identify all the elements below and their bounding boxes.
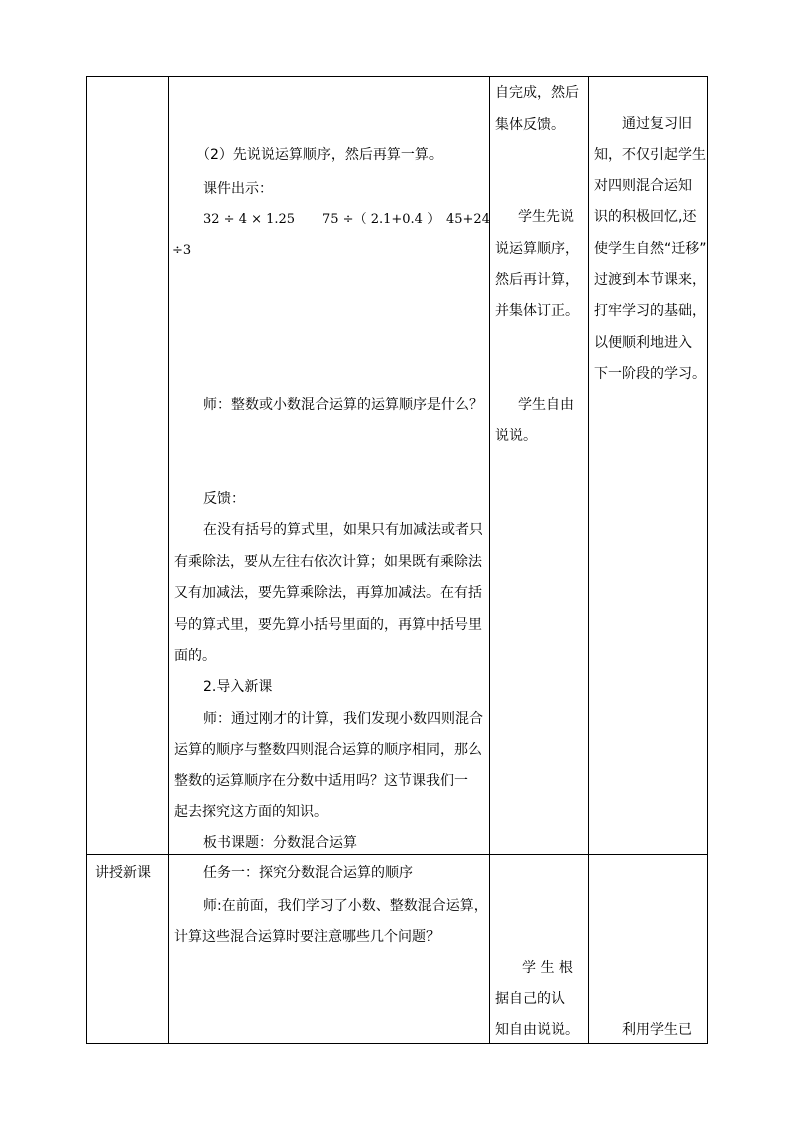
student-activity-mid-4: 并集体订正。 xyxy=(495,303,579,319)
student-activity-top-1: 自完成，然后 xyxy=(495,85,579,101)
table-col-divider-1 xyxy=(168,76,169,1044)
feedback-line-5: 面的。 xyxy=(174,648,216,664)
design-intent-line-8: 以便顺利地进入 xyxy=(594,335,692,351)
design-intent-line-2: 知，不仅引起学生 xyxy=(594,147,706,163)
courseware-label: 课件出示： xyxy=(203,181,273,197)
student-activity-top-2: 集体反馈。 xyxy=(495,117,565,133)
table-right-border xyxy=(707,76,708,1044)
design-intent-line-4: 识的积极回忆,还 xyxy=(594,209,697,225)
design-intent-line-7: 打牢学习的基础， xyxy=(594,303,706,319)
expression-3-part2: ÷3 xyxy=(172,243,192,258)
student-activity-bottom-1: 学 生 根 xyxy=(522,960,573,976)
teacher-question: 师：整数或小数混合运算的运算顺序是什么？ xyxy=(203,397,483,413)
board-title: 板书课题：分数混合运算 xyxy=(203,835,357,851)
table-left-border xyxy=(86,76,87,1044)
table-col-divider-3 xyxy=(588,76,589,1044)
new-lesson-label: 2.导入新课 xyxy=(203,679,273,695)
feedback-line-4: 号的算式里，要先算小括号里面的，再算中括号里 xyxy=(174,617,482,633)
feedback-line-3: 又有加减法，要先算乘除法，再算加减法。在有括 xyxy=(174,585,482,601)
table-bottom-border xyxy=(86,1043,708,1044)
design-intent-line-6: 过渡到本节课来， xyxy=(594,272,706,288)
expression-1: 32 ÷ 4 × 1.25 xyxy=(203,212,296,227)
design-intent-line-5: 使学生自然“迁移” xyxy=(594,241,707,257)
feedback-line-2: 有乘除法，要从左往右依次计算；如果既有乘除法 xyxy=(174,554,482,570)
intro-line-3: 整数的运算顺序在分数中适用吗？这节课我们一 xyxy=(174,773,468,789)
student-activity-free-2: 说说。 xyxy=(495,428,537,444)
design-intent-line-1: 通过复习旧 xyxy=(622,116,692,132)
design-intent-line-9: 下一阶段的学习。 xyxy=(594,366,706,382)
design-intent-bottom: 利用学生已 xyxy=(622,1022,692,1038)
section-label: 讲授新课 xyxy=(95,865,151,881)
student-activity-mid-3: 然后再计算， xyxy=(495,272,579,288)
task-1-title: 任务一：探究分数混合运算的顺序 xyxy=(203,865,413,881)
student-activity-bottom-2: 据自己的认 xyxy=(495,991,565,1007)
intro-line-4: 起去探究这方面的知识。 xyxy=(174,804,328,820)
feedback-label: 反馈： xyxy=(203,491,245,507)
expression-3-part1: 45+24 xyxy=(446,212,490,227)
intro-line-1: 师：通过刚才的计算，我们发现小数四则混合 xyxy=(203,711,483,727)
task-1-line-2: 计算这些混合运算时要注意哪些几个问题？ xyxy=(174,929,440,945)
expression-2: 75 ÷（ 2.1+0.4 ） xyxy=(322,212,441,227)
feedback-line-1: 在没有括号的算式里，如果只有加减法或者只 xyxy=(203,522,483,538)
intro-line-2: 运算的顺序与整数四则混合运算的顺序相同，那么 xyxy=(174,742,482,758)
table-top-border xyxy=(86,76,708,77)
student-activity-free-1: 学生自由 xyxy=(518,397,574,413)
question-2-title: （2）先说说运算顺序，然后再算一算。 xyxy=(196,147,443,163)
student-activity-mid-1: 学生先说 xyxy=(518,209,574,225)
design-intent-line-3: 对四则混合运知 xyxy=(594,178,692,194)
task-1-line-1: 师:在前面，我们学习了小数、整数混合运算， xyxy=(203,898,488,914)
table-row-divider xyxy=(86,854,708,855)
student-activity-mid-2: 说运算顺序， xyxy=(495,241,579,257)
student-activity-bottom-3: 知自由说说。 xyxy=(495,1022,579,1038)
